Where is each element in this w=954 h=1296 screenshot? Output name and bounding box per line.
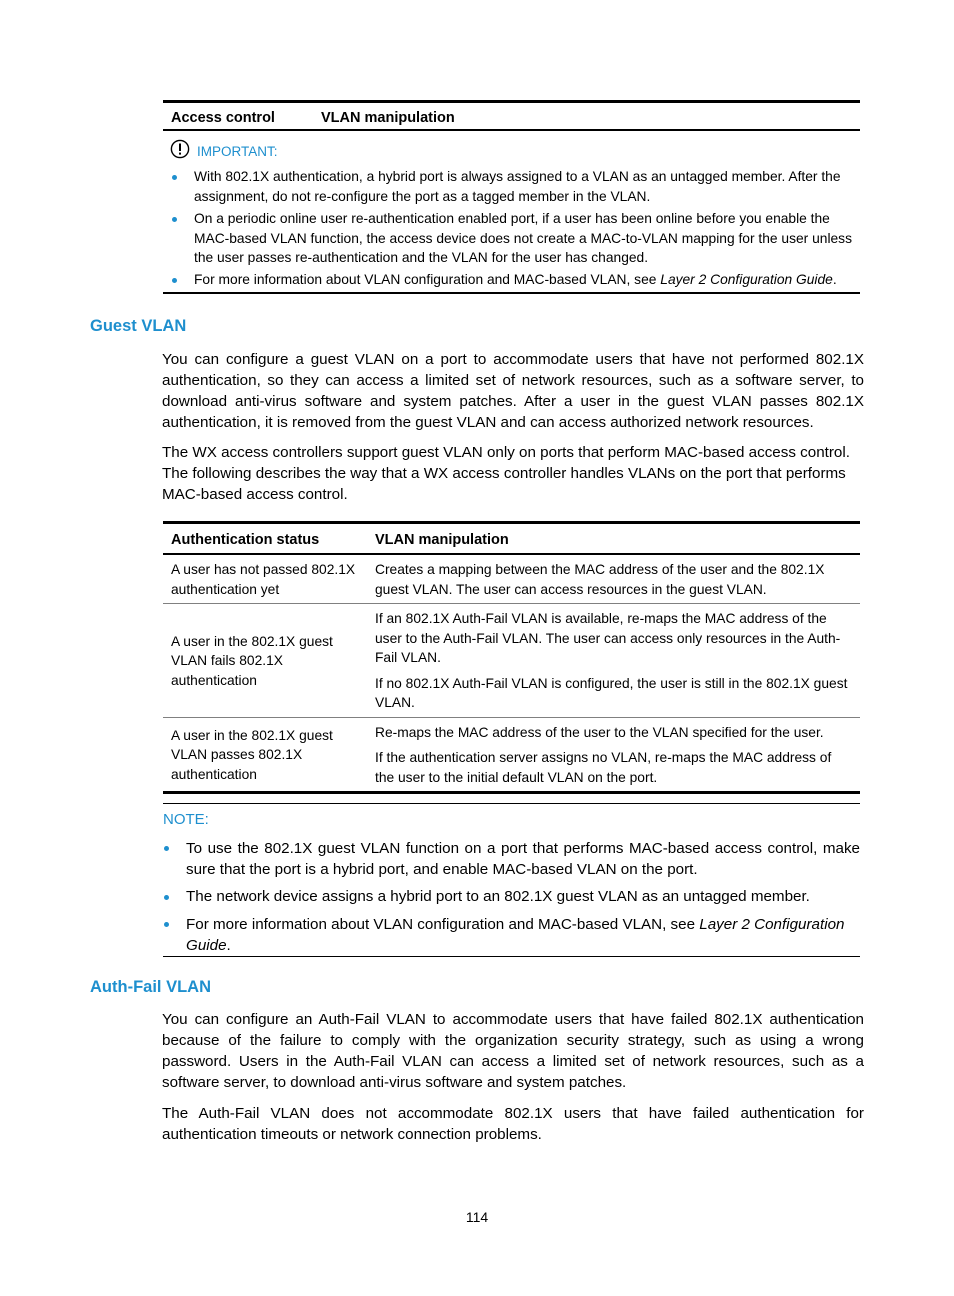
note-label: NOTE: — [163, 811, 209, 828]
guest-vlan-paragraph-2: The WX access controllers support guest VLAN only on ports that perform MAC-based access control. The following describes the way that a WX access controller handles VLANs on the port that performs MAC-based access control. — [162, 444, 850, 503]
important-item: On a periodic online user re-authentication enabled port, if a user has been online before you enable the MAC-based VLAN function, the access device does not create a MAC-to-VLAN mapping for the user unless the user passes re-authentication and the VLAN for the user has changed. — [194, 211, 852, 265]
table-header-rule — [163, 129, 860, 131]
note-top-rule — [163, 803, 860, 804]
bullet-icon — [172, 217, 177, 222]
column-header-authentication-status: Authentication status — [171, 532, 320, 549]
bullet-icon — [164, 846, 169, 851]
exclamation-circle-icon — [170, 139, 190, 159]
action-text: Re-maps the MAC address of the user to the VLAN specified for the user. — [375, 724, 824, 740]
important-bottom-rule — [163, 292, 860, 294]
guide-reference: Layer 2 Configuration Guide — [186, 916, 845, 954]
note-item: To use the 802.1X guest VLAN function on a port that performs MAC-based access control, make sure that the port is a hybrid port, and enable MAC-based VLAN on the port. — [186, 840, 860, 878]
action-text: If no 802.1X Auth-Fail VLAN is configured, the user is still in the 802.1X guest VLAN. — [375, 675, 848, 710]
column-header-vlan-manipulation: VLAN manipulation — [321, 110, 455, 126]
bullet-icon — [172, 278, 177, 283]
note-item: For more information about VLAN configuration and MAC-based VLAN, see Layer 2 Configuration Guide. — [186, 916, 845, 954]
action-text: If an 802.1X Auth-Fail VLAN is available, re-maps the MAC address of the user to the Auth-Fail VLAN. The user can access only resources in the Auth-Fail VLAN. — [375, 611, 841, 665]
action-cell — [367, 717, 860, 793]
auth-fail-vlan-paragraph-1: You can configure an Auth-Fail VLAN to accommodate users that have failed 802.1X authentication because of the failure to comply with the organization security strategy, such as using a wrong password. Users in the Auth-Fail VLAN can access a limited set of network resources, such as a software server, to download anti-virus software and system patches. — [162, 1011, 864, 1091]
status-cell: A user in the 802.1X guest VLAN passes 802.1X authentication — [171, 727, 333, 782]
section-heading-auth-fail-vlan: Auth-Fail VLAN — [90, 978, 211, 996]
status-cell: A user in the 802.1X guest VLAN fails 802.1X authentication — [171, 633, 333, 688]
guide-reference: Layer 2 Configuration Guide — [660, 272, 833, 287]
note-item: The network device assigns a hybrid port to an 802.1X guest VLAN as an untagged member. — [186, 888, 810, 905]
action-text: Creates a mapping between the MAC address of the user and the 802.1X guest VLAN. The user can access resources in the guest VLAN. — [375, 562, 825, 597]
table-row — [163, 717, 860, 793]
table-row — [163, 604, 860, 718]
status-cell: A user has not passed 802.1X authentication yet — [171, 562, 356, 597]
important-item: For more information about VLAN configuration and MAC-based VLAN, see Layer 2 Configuration Guide. — [194, 272, 837, 287]
guest-vlan-paragraph-1: You can configure a guest VLAN on a port to accommodate users that have not performed 802.1X authentication, so they can access a limited set of network resources, such as a software server, to download anti-virus software and system patches. After a user in the guest VLAN passes 802.1X authentication, it is removed from the guest VLAN and can access authorized network resources. — [162, 351, 864, 431]
section-heading-guest-vlan: Guest VLAN — [90, 317, 187, 335]
note-bottom-rule — [163, 956, 860, 957]
bullet-icon — [172, 175, 177, 180]
action-cell — [367, 554, 860, 604]
bullet-icon — [164, 895, 169, 900]
authentication-status-table — [163, 521, 860, 794]
action-text: If the authentication server assigns no VLAN, re-maps the MAC address of the user to the initial default VLAN on the port. — [375, 750, 832, 785]
column-header-access-control: Access control — [171, 110, 275, 126]
bullet-icon — [164, 922, 169, 927]
page-number: 114 — [465, 1209, 489, 1225]
column-header-vlan-manipulation: VLAN manipulation — [375, 532, 509, 549]
important-label: IMPORTANT: — [197, 144, 278, 159]
action-cell — [367, 604, 860, 718]
table-header-row — [163, 523, 860, 555]
table-row — [163, 554, 860, 604]
important-item: With 802.1X authentication, a hybrid port is always assigned to a VLAN as an untagged member. After the assignment, do not re-configure the port as a tagged member in the VLAN. — [194, 169, 841, 204]
table-top-rule — [163, 100, 860, 103]
auth-fail-vlan-paragraph-2: The Auth-Fail VLAN does not accommodate 802.1X users that have failed authentication for authentication timeouts or network connection problems. — [162, 1105, 864, 1143]
